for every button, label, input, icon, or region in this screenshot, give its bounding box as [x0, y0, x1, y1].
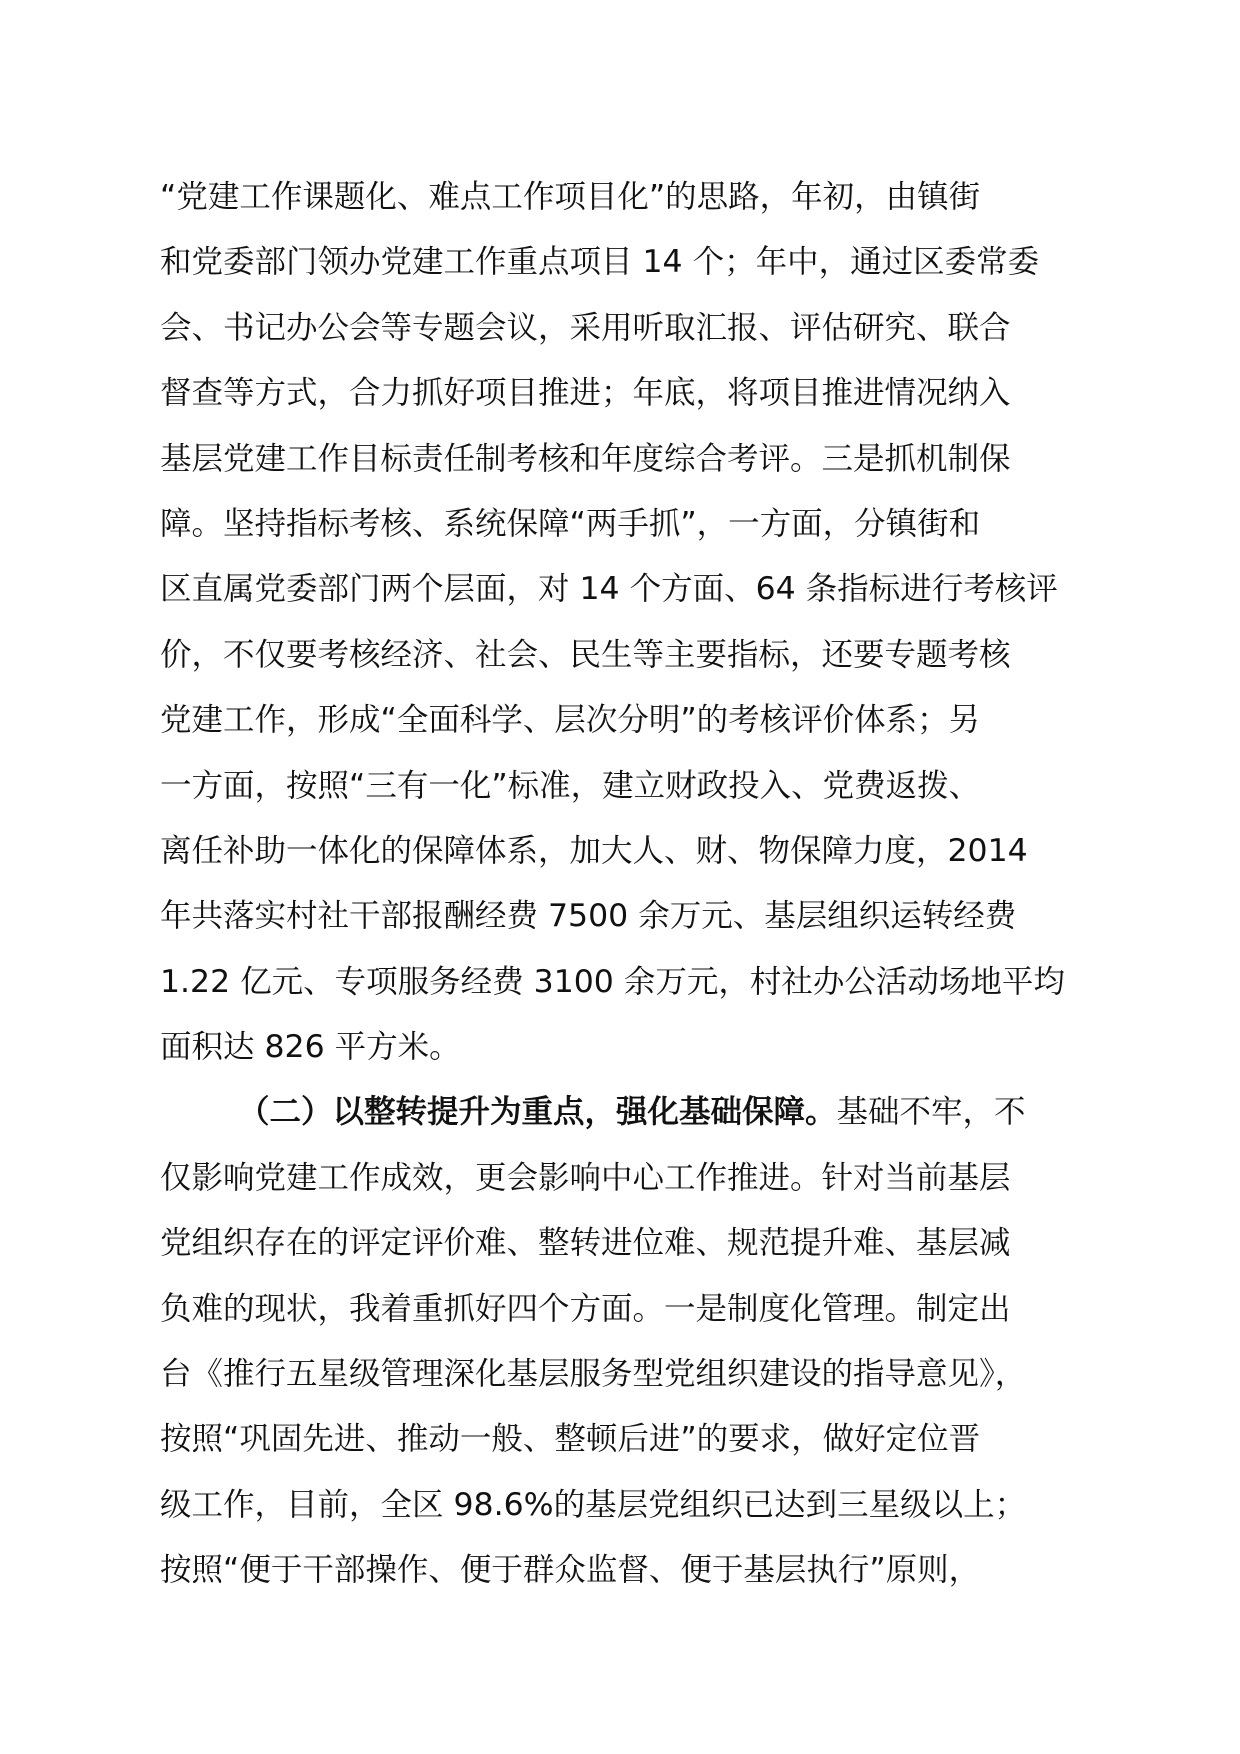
- text-line: “党建工作课题化、难点工作项目化”的思路，年初，由镇街: [160, 179, 981, 215]
- paragraph-1: [160, 165, 1090, 1080]
- text-line: 负难的现状，我着重抓好四个方面。一是制度化管理。制定出: [160, 1290, 1011, 1327]
- text-line: 台《推行五星级管理深化基层服务型党组织建设的指导意见》，: [160, 1356, 1027, 1393]
- text-line: 党建工作，形成“全面科学、层次分明”的考核评价体系；另: [160, 702, 981, 739]
- heading-continuation: 基础不牢，不: [836, 1094, 1026, 1131]
- text-line: 一方面，按照“三有一化”标准，建立财政投入、党费返拨、: [160, 767, 981, 804]
- text-line: 和党委部门领办党建工作重点项目 14 个；年中，通过区委常委: [160, 244, 1040, 281]
- section-heading: （二）以整转提升为重点，强化基础保障。: [238, 1094, 837, 1131]
- body-text: [160, 165, 1090, 1604]
- text-line: 价，不仅要考核经济、社会、民生等主要指标，还要专题考核: [160, 636, 1011, 673]
- text-line: 基层党建工作目标责任制考核和年度综合考评。三是抓机制保: [160, 440, 1011, 477]
- text-line: 督查等方式，合力抓好项目推进；年底，将项目推进情况纳入: [160, 375, 1011, 412]
- text-line: 1.22 亿元、专项服务经费 3100 余万元，村社办公活动场地平均: [160, 963, 1065, 1000]
- text-line: 面积达 826 平方米。: [160, 1029, 461, 1066]
- text-line: 离任补助一体化的保障体系，加大人、财、物保障力度，2014: [160, 832, 1028, 869]
- text-line: 年共落实村社干部报酬经费 7500 余万元、基层组织运转经费: [160, 898, 1017, 935]
- text-line: 障。坚持指标考核、系统保障“两手抓”，一方面，分镇街和: [160, 505, 981, 542]
- text-line: 党组织存在的评定评价难、整转进位难、规范提升难、基层减: [160, 1225, 1011, 1262]
- text-line: 按照“巩固先进、推动一般、整顿后进”的要求，做好定位晋: [160, 1421, 981, 1458]
- paragraph-2-first-line: [160, 1080, 1090, 1145]
- text-line: 区直属党委部门两个层面，对 14 个方面、64 条指标进行考核评: [160, 571, 1058, 608]
- text-line: 会、书记办公会等专题会议，采用听取汇报、评估研究、联合: [160, 309, 1011, 346]
- paragraph-2: [160, 1080, 1090, 1603]
- text-line: 按照“便于干部操作、便于群众监督、便于基层执行”原则，: [160, 1552, 981, 1589]
- text-line: 仅影响党建工作成效，更会影响中心工作推进。针对当前基层: [160, 1159, 1011, 1196]
- text-line: 级工作，目前，全区 98.6%的基层党组织已达到三星级以上；: [160, 1486, 1027, 1523]
